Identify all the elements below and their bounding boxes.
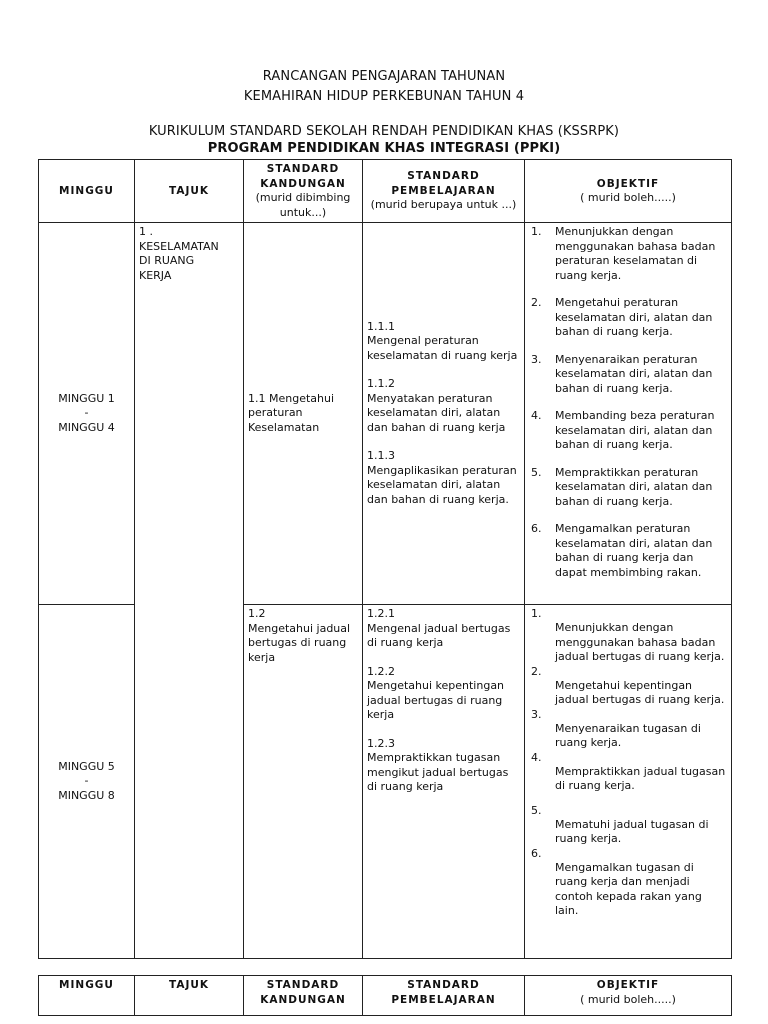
header-tajuk: TAJUK [135,160,244,223]
objektif-item: 5. Mematuhi jadual tugasan di ruang kerja. [531,803,709,845]
minggu-start: MINGGU 1 [58,391,115,405]
minggu-end: MINGGU 8 [58,788,115,802]
header-sk-title2: KANDUNGAN [260,177,346,190]
header-tajuk: TAJUK [135,976,244,1016]
sp-text: Mengaplikasikan peraturan keselamatan diri, alatan dan bahan di ruang kerja. [367,463,517,506]
sp-code: 1.2.1 [367,607,395,620]
header-objektif [525,976,732,1016]
header-sk-title2: KANDUNGAN [260,993,346,1006]
objektif-item: 3. Menyenaraikan peraturan keselamatan diri, alatan dan bahan di ruang kerja. [531,352,713,395]
header-standard-kandungan [244,976,363,1016]
table-row [39,223,732,605]
header-standard-kandungan [244,160,363,223]
objektif-item: 2. Mengetahui peraturan keselamatan diri, alatan dan bahan di ruang kerja. [531,296,713,338]
sp-code: 1.1.3 [367,449,395,463]
header-sk-title1: STANDARD [266,979,340,991]
header-sp-title1: STANDARD [407,979,480,991]
sp-text: Mempraktikkan tugasan mengikut jadual bertugas di ruang kerja [367,751,509,793]
objektif-item: 1. Menunjukkan dengan menggunakan bahasa badan peraturan keselamatan di ruang kerja. [531,225,716,282]
continuation-table [38,975,732,1016]
objektif-item: 6. Mengamalkan peraturan keselamatan diri, alatan dan bahan di ruang kerja dan dapat membimbing rakan. [531,522,713,579]
header-minggu: MINGGU [39,160,135,223]
header-objektif [525,160,732,223]
header-minggu: MINGGU [39,976,135,1016]
minggu-start: MINGGU 5 [58,759,115,773]
standard-kandungan-text: Mengetahui jadual bertugas di ruang kerja [248,621,351,664]
objektif-item: 3. Menyenaraikan tugasan di ruang kerja. [531,707,701,749]
doc-title-line1: RANCANGAN PENGAJARAN TAHUNAN [262,69,506,84]
minggu-dash: - [84,774,89,788]
sp-text: Mengenal jadual bertugas di ruang kerja [367,621,511,649]
objektif-item: 6. Mengamalkan tugasan di ruang kerja dan menjadi contoh kepada rakan yang lain. [531,846,702,917]
header-obj-sub: ( murid boleh.....) [580,191,676,204]
header-obj-title: OBJEKTIF [596,177,660,190]
header-sk-sub: (murid dibimbing untuk...) [255,191,351,219]
standard-pembelajaran-cell [363,223,525,605]
objektif-item: 2. Mengetahui kepentingan jadual bertugas di ruang kerja. [531,664,725,706]
header-obj-title: OBJEKTIF [596,979,660,991]
header-standard-pembelajaran [363,976,525,1016]
objektif-cell [525,605,732,959]
header-standard-pembelajaran [363,160,525,223]
header-sk-title1: STANDARD [266,163,340,175]
minggu-cell [39,605,135,959]
header-sp-title2: PEMBELAJARAN [391,993,496,1006]
minggu-dash: - [84,406,89,420]
lesson-plan-table [38,159,732,959]
objektif-item: 4. Mempraktikkan jadual tugasan di ruang kerja. [531,750,726,792]
objektif-list [529,225,727,580]
standard-kandungan-cell [244,605,363,959]
header-sp-title2: PEMBELAJARAN [391,184,496,197]
objektif-cell [525,223,732,605]
objektif-list [529,607,727,919]
tajuk-cell [135,223,244,959]
doc-title-line4: PROGRAM PENDIDIKAN KHAS INTEGRASI (PPKI) [207,141,561,156]
standard-pembelajaran-cell [363,605,525,959]
table-header-row [39,160,732,223]
sp-code: 1.2.3 [367,736,395,750]
objektif-item: 5. Mempraktikkan peraturan keselamatan diri, alatan dan bahan di ruang kerja. [531,465,713,508]
sp-text: Mengetahui kepentingan jadual bertugas di ruang kerja [367,679,505,721]
minggu-cell [39,223,135,605]
sp-code: 1.2.2 [367,664,395,678]
standard-kandungan-code: 1.2 [248,607,266,620]
sp-code: 1.1.2 [367,377,395,391]
sp-text: Menyatakan peraturan keselamatan diri, alatan dan bahan di ruang kerja [367,391,506,434]
tajuk-text: 1 . KESELAMATAN DI RUANG KERJA [139,225,219,282]
objektif-item: 1. Menunjukkan dengan menggunakan bahasa badan jadual bertugas di ruang kerja. [531,607,725,663]
sp-text: Mengenal peraturan keselamatan di ruang kerja [367,334,518,362]
sp-code: 1.1.1 [367,319,395,333]
objektif-item: 4. Membanding beza peraturan keselamatan diri, alatan dan bahan di ruang kerja. [531,409,715,451]
table-header-row [39,976,732,1016]
standard-kandungan-cell [244,223,363,605]
header-sp-title1: STANDARD [407,170,480,183]
header-obj-sub: ( murid boleh.....) [580,992,676,1006]
doc-title-line3: KURIKULUM STANDARD SEKOLAH RENDAH PENDIDIKAN KHAS (KSSRPK) [148,124,620,139]
standard-kandungan-text: 1.1 Mengetahui peraturan Keselamatan [248,391,335,434]
header-sp-sub: (murid berupaya untuk ...) [370,198,517,212]
minggu-end: MINGGU 4 [58,420,115,434]
doc-title-line2: KEMAHIRAN HIDUP PERKEBUNAN TAHUN 4 [243,89,525,104]
